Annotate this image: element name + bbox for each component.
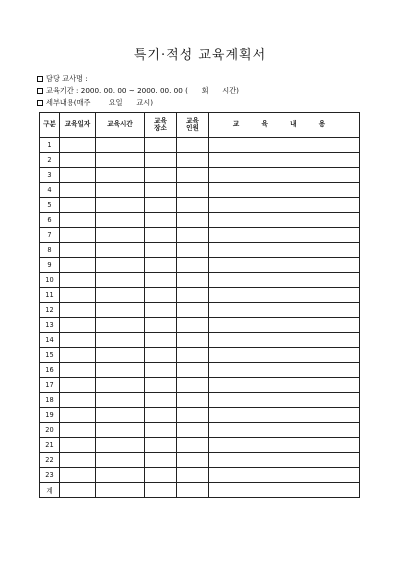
table-cell[interactable]	[177, 468, 209, 483]
table-row	[40, 213, 360, 228]
info-teacher-text: 담당 교사명 :	[46, 74, 88, 83]
row-label-cell: 2	[40, 153, 60, 168]
table-cell[interactable]	[209, 363, 360, 378]
checkbox-icon	[37, 100, 43, 106]
info-period-line	[37, 86, 239, 95]
table-row	[40, 138, 360, 153]
table-cell[interactable]	[177, 213, 209, 228]
table-cell[interactable]	[145, 258, 177, 273]
table-cell[interactable]	[209, 483, 360, 498]
table-cell[interactable]	[209, 273, 360, 288]
table-cell[interactable]	[60, 348, 96, 363]
table-cell[interactable]	[96, 453, 145, 468]
table-cell[interactable]	[209, 303, 360, 318]
table-cell[interactable]	[145, 153, 177, 168]
table-cell[interactable]	[96, 258, 145, 273]
table-cell[interactable]	[177, 288, 209, 303]
table-cell[interactable]	[177, 333, 209, 348]
row-label-cell: 21	[40, 438, 60, 453]
table-cell[interactable]	[209, 453, 360, 468]
table-cell[interactable]	[60, 333, 96, 348]
row-label-cell: 23	[40, 468, 60, 483]
table-cell[interactable]	[177, 363, 209, 378]
table-cell[interactable]	[209, 258, 360, 273]
table-cell[interactable]	[209, 393, 360, 408]
table-cell[interactable]	[145, 288, 177, 303]
table-cell[interactable]	[177, 258, 209, 273]
table-cell[interactable]	[145, 423, 177, 438]
table-cell[interactable]	[209, 438, 360, 453]
table-row	[40, 228, 360, 243]
table-cell[interactable]	[145, 198, 177, 213]
table-cell[interactable]	[209, 168, 360, 183]
table-cell[interactable]	[60, 438, 96, 453]
header-content: 교 육 내 용	[209, 113, 360, 138]
table-cell[interactable]	[145, 228, 177, 243]
table-cell[interactable]	[96, 348, 145, 363]
table-cell[interactable]	[60, 198, 96, 213]
table-cell[interactable]	[209, 318, 360, 333]
table-cell[interactable]	[177, 243, 209, 258]
table-cell[interactable]	[96, 363, 145, 378]
table-cell[interactable]	[60, 483, 96, 498]
table-row	[40, 423, 360, 438]
table-cell[interactable]	[145, 408, 177, 423]
table-cell[interactable]	[60, 213, 96, 228]
table-cell[interactable]	[177, 483, 209, 498]
info-schedule-text: 세부내용(매주 요일 교시)	[46, 98, 154, 107]
row-label-cell: 10	[40, 273, 60, 288]
table-row	[40, 273, 360, 288]
table-header-row	[40, 113, 360, 138]
table-cell[interactable]	[145, 303, 177, 318]
table-cell[interactable]	[60, 153, 96, 168]
row-label-cell: 계	[40, 483, 60, 498]
table-cell[interactable]	[96, 333, 145, 348]
header-place: 교육 장소	[145, 113, 177, 138]
table-cell[interactable]	[177, 423, 209, 438]
table-row	[40, 288, 360, 303]
table-cell[interactable]	[60, 243, 96, 258]
table-row	[40, 378, 360, 393]
table-cell[interactable]	[209, 333, 360, 348]
table-cell[interactable]	[177, 138, 209, 153]
table-cell[interactable]	[60, 393, 96, 408]
table-cell[interactable]	[145, 183, 177, 198]
table-cell[interactable]	[177, 378, 209, 393]
row-label-cell: 3	[40, 168, 60, 183]
header-headcount: 교육 인원	[177, 113, 209, 138]
row-label-cell: 5	[40, 198, 60, 213]
table-cell[interactable]	[145, 273, 177, 288]
table-cell[interactable]	[177, 348, 209, 363]
table-row	[40, 318, 360, 333]
table-cell[interactable]	[96, 393, 145, 408]
table-cell[interactable]	[145, 438, 177, 453]
table-cell[interactable]	[145, 318, 177, 333]
table-row	[40, 168, 360, 183]
table-cell[interactable]	[60, 168, 96, 183]
table-cell[interactable]	[60, 228, 96, 243]
table-cell[interactable]	[145, 468, 177, 483]
table-cell[interactable]	[177, 198, 209, 213]
table-cell[interactable]	[96, 303, 145, 318]
row-label-cell: 12	[40, 303, 60, 318]
header-division: 구분	[40, 113, 60, 138]
table-cell[interactable]	[145, 453, 177, 468]
table-row	[40, 153, 360, 168]
table-cell[interactable]	[96, 288, 145, 303]
table-row	[40, 258, 360, 273]
table-cell[interactable]	[60, 408, 96, 423]
table-cell[interactable]	[209, 243, 360, 258]
table-cell[interactable]	[96, 273, 145, 288]
table-cell[interactable]	[60, 288, 96, 303]
row-label-cell: 19	[40, 408, 60, 423]
education-plan-table	[39, 112, 360, 498]
table-row	[40, 303, 360, 318]
table-row	[40, 198, 360, 213]
table-cell[interactable]	[177, 183, 209, 198]
table-cell[interactable]	[209, 288, 360, 303]
table-cell[interactable]	[96, 468, 145, 483]
table-cell[interactable]	[96, 408, 145, 423]
table-cell[interactable]	[177, 393, 209, 408]
row-label-cell: 16	[40, 363, 60, 378]
row-label-cell: 14	[40, 333, 60, 348]
table-cell[interactable]	[209, 153, 360, 168]
document-title: 특기·적성 교육계획서	[133, 48, 267, 63]
row-label-cell: 11	[40, 288, 60, 303]
table-cell[interactable]	[145, 363, 177, 378]
row-label-cell: 15	[40, 348, 60, 363]
table-cell[interactable]	[177, 438, 209, 453]
row-label-cell: 1	[40, 138, 60, 153]
table-row	[40, 468, 360, 483]
table-row	[40, 363, 360, 378]
table-cell[interactable]	[96, 198, 145, 213]
table-cell[interactable]	[96, 243, 145, 258]
header-time: 교육시간	[96, 113, 145, 138]
table-cell[interactable]	[96, 183, 145, 198]
table-cell[interactable]	[177, 408, 209, 423]
table-cell[interactable]	[209, 378, 360, 393]
table-cell[interactable]	[209, 213, 360, 228]
table-cell[interactable]	[145, 213, 177, 228]
table-cell[interactable]	[145, 378, 177, 393]
table-cell[interactable]	[60, 468, 96, 483]
row-label-cell: 17	[40, 378, 60, 393]
table-row	[40, 483, 360, 498]
row-label-cell: 22	[40, 453, 60, 468]
table-cell[interactable]	[96, 153, 145, 168]
table-cell[interactable]	[145, 333, 177, 348]
table-cell[interactable]	[177, 228, 209, 243]
table-cell[interactable]	[145, 348, 177, 363]
table-cell[interactable]	[60, 138, 96, 153]
table-cell[interactable]	[96, 228, 145, 243]
table-cell[interactable]	[145, 168, 177, 183]
row-label-cell: 4	[40, 183, 60, 198]
table-cell[interactable]	[60, 423, 96, 438]
table-cell[interactable]	[177, 153, 209, 168]
row-label-cell: 7	[40, 228, 60, 243]
table-row	[40, 408, 360, 423]
table-row	[40, 348, 360, 363]
info-schedule-line	[37, 98, 153, 107]
table-cell[interactable]	[96, 168, 145, 183]
table-cell[interactable]	[96, 438, 145, 453]
table-cell[interactable]	[96, 318, 145, 333]
table-cell[interactable]	[60, 363, 96, 378]
table-cell[interactable]	[177, 318, 209, 333]
table-cell[interactable]	[177, 273, 209, 288]
row-label-cell: 20	[40, 423, 60, 438]
row-label-cell: 9	[40, 258, 60, 273]
table-cell[interactable]	[145, 483, 177, 498]
table-cell[interactable]	[209, 423, 360, 438]
table-cell[interactable]	[60, 378, 96, 393]
header-date: 교육일자	[60, 113, 96, 138]
table-cell[interactable]	[209, 348, 360, 363]
row-label-cell: 6	[40, 213, 60, 228]
table-body	[40, 138, 360, 498]
row-label-cell: 8	[40, 243, 60, 258]
table-row	[40, 438, 360, 453]
table-row	[40, 243, 360, 258]
table-cell[interactable]	[177, 168, 209, 183]
table-cell[interactable]	[209, 228, 360, 243]
table-cell[interactable]	[96, 483, 145, 498]
table-row	[40, 453, 360, 468]
info-period-text: 교육기간 : 2000. 00. 00 ~ 2000. 00. 00 ( 회 시간)	[46, 86, 239, 95]
checkbox-icon	[37, 76, 43, 82]
table-cell[interactable]	[209, 198, 360, 213]
table-cell[interactable]	[60, 258, 96, 273]
table-cell[interactable]	[145, 393, 177, 408]
table-cell[interactable]	[209, 183, 360, 198]
table-cell[interactable]	[96, 423, 145, 438]
table-cell[interactable]	[60, 303, 96, 318]
row-label-cell: 18	[40, 393, 60, 408]
table-cell[interactable]	[60, 453, 96, 468]
table-cell[interactable]	[60, 273, 96, 288]
row-label-cell: 13	[40, 318, 60, 333]
table-cell[interactable]	[209, 408, 360, 423]
table-cell[interactable]	[96, 138, 145, 153]
table-cell[interactable]	[209, 138, 360, 153]
checkbox-icon	[37, 88, 43, 94]
table-cell[interactable]	[96, 378, 145, 393]
table-cell[interactable]	[177, 453, 209, 468]
table-cell[interactable]	[96, 213, 145, 228]
table-row	[40, 183, 360, 198]
table-cell[interactable]	[60, 318, 96, 333]
info-teacher-line	[37, 74, 88, 83]
table-cell[interactable]	[145, 243, 177, 258]
table-cell[interactable]	[209, 468, 360, 483]
table-cell[interactable]	[60, 183, 96, 198]
table-row	[40, 393, 360, 408]
table-cell[interactable]	[177, 303, 209, 318]
table-cell[interactable]	[145, 138, 177, 153]
table-row	[40, 333, 360, 348]
